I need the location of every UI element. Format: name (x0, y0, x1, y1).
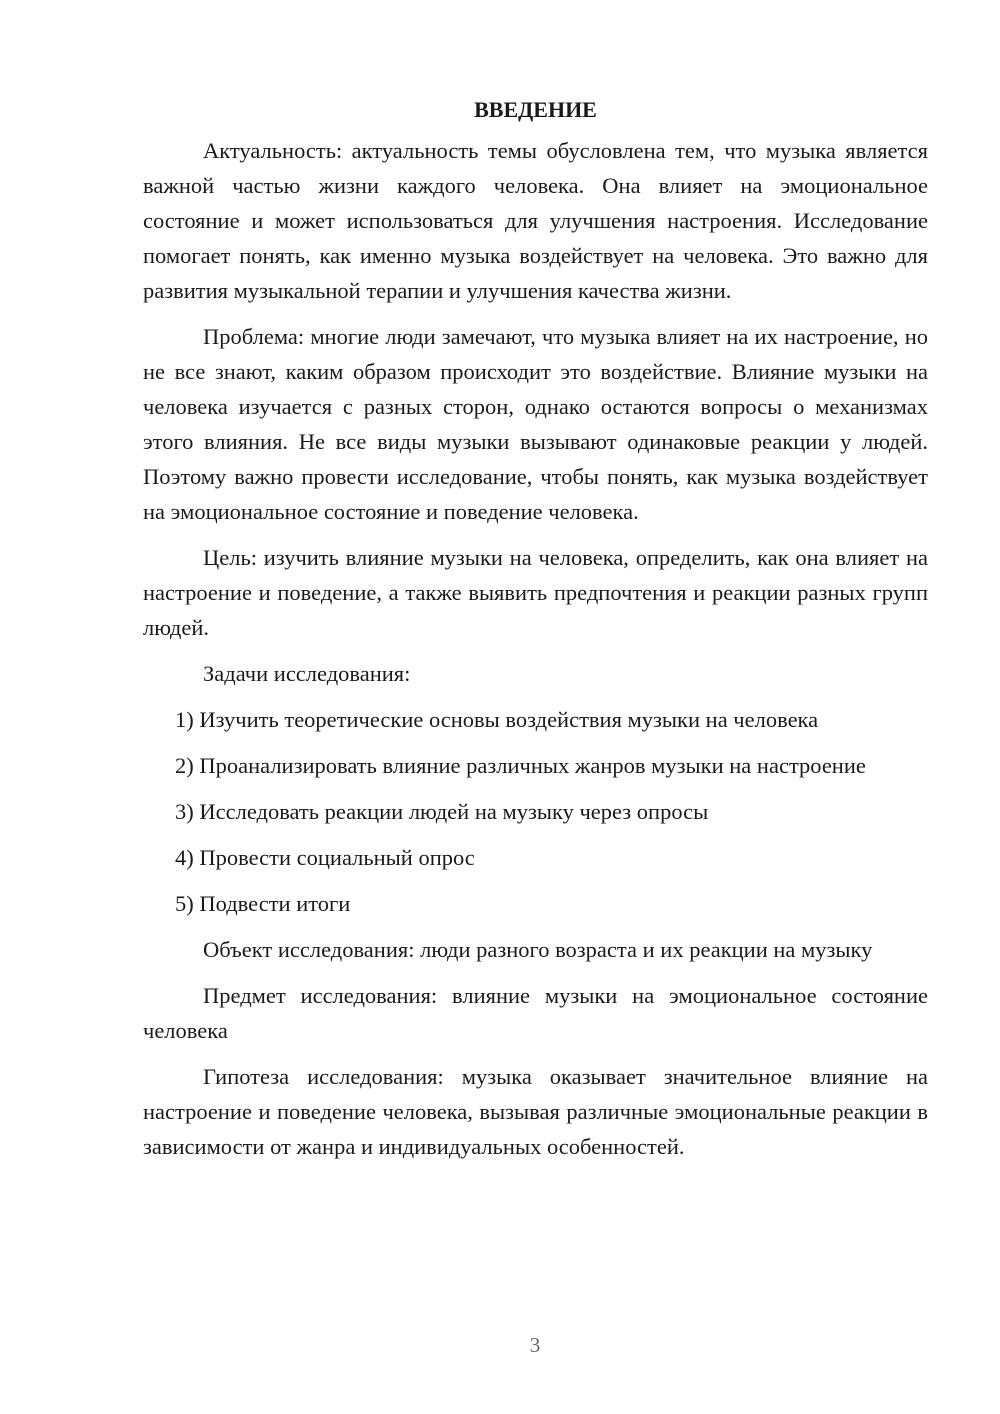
document-page (143, 92, 928, 1175)
task-item-1: 1) Изучить теоретические основы воздействия музыки на человека (175, 707, 819, 732)
task-item-4: 4) Провести социальный опрос (175, 845, 475, 870)
page-number: 3 (529, 1333, 541, 1357)
section-title: ВВЕДЕНИЕ (474, 97, 597, 122)
paragraph-tasks-heading: Задачи исследования: (203, 661, 411, 686)
task-item-5: 5) Подвести итоги (175, 891, 351, 916)
paragraph-relevance: Актуальность: актуальность темы обусловлена тем, что музыка является важной частью жизни каждого человека. Она влияет на эмоциональное состояние и может использоваться для улучшения настроения. Исследование помогает понять, как именно музыка воздействует на человека. Это важно для развития музыкальной терапии и улучшения качества жизни. (143, 138, 928, 303)
paragraph-object: Объект исследования: люди разного возраста и их реакции на музыку (203, 937, 873, 962)
paragraph-goal: Цель: изучить влияние музыки на человека, определить, как она влияет на настроение и поведение, а также выявить предпочтения и реакции разных групп людей. (143, 545, 928, 640)
paragraph-problem: Проблема: многие люди замечают, что музыка влияет на их настроение, но не все знают, каким образом происходит это воздействие. Влияние музыки на человека изучается с разных сторон, однако остаются вопросы о механизмах этого влияния. Не все виды музыки вызывают одинаковые реакции у людей. Поэтому важно провести исследование, чтобы понять, как музыка воздействует на эмоциональное состояние и поведение человека. (143, 324, 928, 524)
paragraph-hypothesis: Гипотеза исследования: музыка оказывает значительное влияние на настроение и поведение человека, вызывая различные эмоциональные реакции в зависимости от жанра и индивидуальных особенностей. (143, 1064, 928, 1159)
task-item-2: 2) Проанализировать влияние различных жанров музыки на настроение (175, 753, 866, 778)
task-item-3: 3) Исследовать реакции людей на музыку через опросы (175, 799, 709, 824)
paragraph-subject: Предмет исследования: влияние музыки на эмоциональное состояние человека (143, 983, 928, 1043)
